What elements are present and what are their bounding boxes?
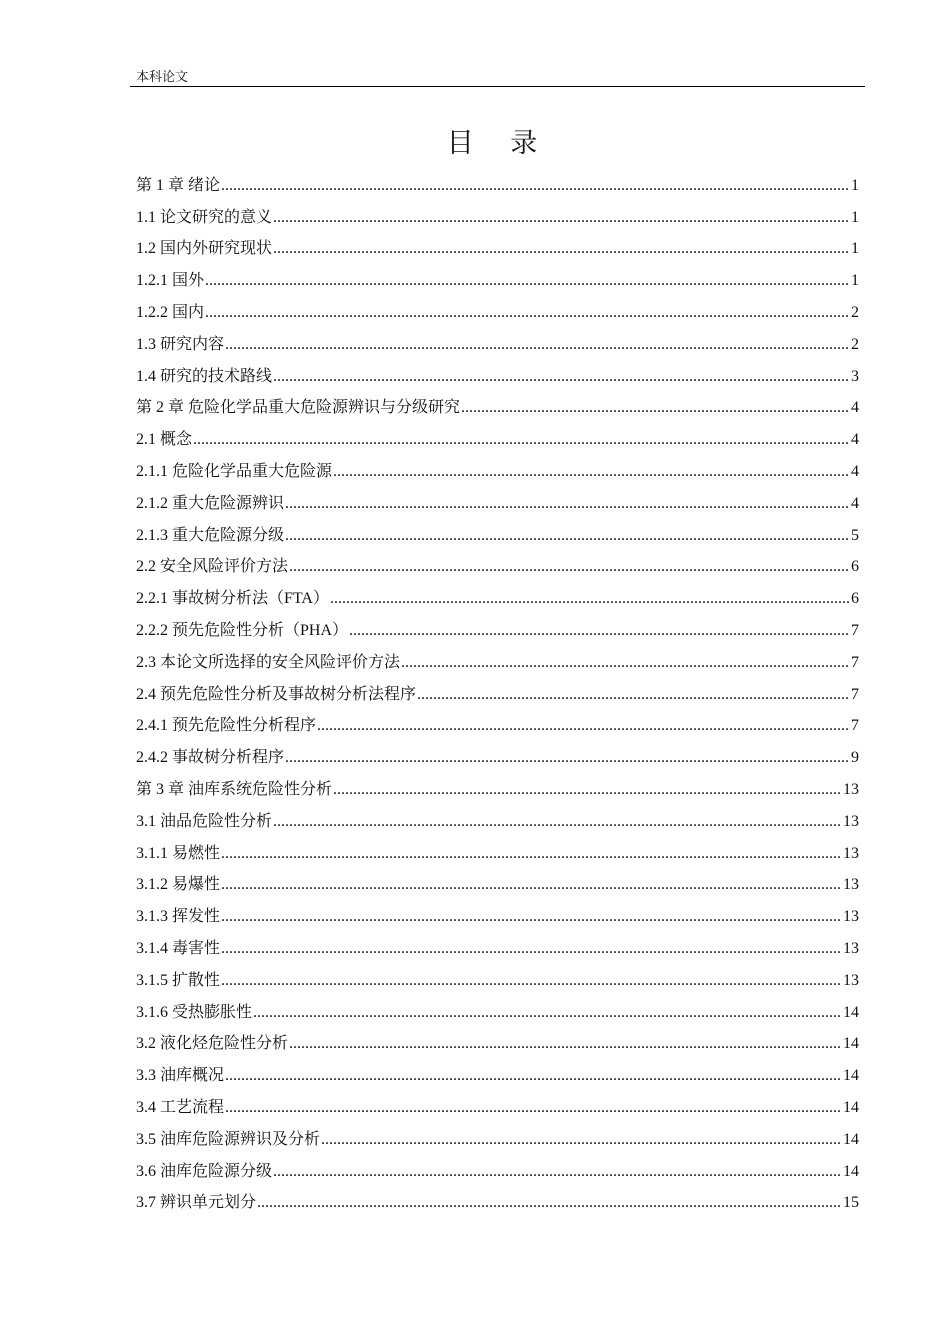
toc-entry-page: 4: [851, 431, 859, 449]
toc-entry-page: 13: [843, 780, 859, 798]
toc-leader-dots: [221, 875, 842, 895]
toc-entry-label: 3.7 辨识单元划分: [136, 1194, 257, 1212]
toc-entry-label: 2.4.2 事故树分析程序: [136, 749, 285, 767]
toc-entry-page: 13: [843, 939, 859, 957]
toc-entry-label: 3.1.1 易燃性: [136, 844, 221, 862]
toc-leader-dots: [417, 685, 850, 705]
toc-leader-dots: [221, 971, 842, 991]
toc-entry[interactable]: [136, 673, 859, 705]
toc-leader-dots: [349, 621, 850, 641]
toc-entry[interactable]: [136, 736, 859, 768]
toc-entry-page: 7: [851, 717, 859, 735]
toc-entry-label: 第 2 章 危险化学品重大危险源辨识与分级研究: [136, 399, 461, 417]
toc-leader-dots: [317, 716, 850, 736]
toc-entry-page: 1: [851, 272, 859, 290]
toc-entry-page: 15: [843, 1194, 859, 1212]
toc-entry[interactable]: [136, 291, 859, 323]
toc-entry-page: 14: [843, 1067, 859, 1085]
toc-leader-dots: [253, 1003, 842, 1023]
toc-entry-page: 13: [843, 876, 859, 894]
toc-leader-dots: [330, 589, 850, 609]
toc-entry[interactable]: [136, 832, 859, 864]
toc-entry-label: 1.2.1 国外: [136, 272, 205, 290]
toc-entry[interactable]: [136, 1086, 859, 1118]
toc-entry[interactable]: [136, 418, 859, 450]
toc-entry[interactable]: [136, 959, 859, 991]
header-text: 本科论文: [136, 69, 189, 84]
toc-leader-dots: [289, 1034, 842, 1054]
toc-leader-dots: [225, 1066, 842, 1086]
toc-entry-label: 第 3 章 油库系统危险性分析: [136, 780, 333, 798]
toc-entry[interactable]: [136, 387, 859, 419]
toc-leader-dots: [273, 367, 850, 387]
toc-entry[interactable]: [136, 577, 859, 609]
toc-entry[interactable]: [136, 546, 859, 578]
toc-leader-dots: [273, 208, 850, 228]
toc-leader-dots: [221, 939, 842, 959]
toc-entry-page: 14: [843, 1130, 859, 1148]
toc-entry-label: 2.4 预先危险性分析及事故树分析法程序: [136, 685, 417, 703]
toc-entry-label: 1.3 研究内容: [136, 335, 225, 353]
toc-entry[interactable]: [136, 991, 859, 1023]
toc-entry-page: 7: [851, 621, 859, 639]
toc-entry[interactable]: [136, 1023, 859, 1055]
toc-entry[interactable]: [136, 1054, 859, 1086]
toc-entry-page: 14: [843, 1035, 859, 1053]
toc-leader-dots: [205, 303, 850, 323]
toc-entry[interactable]: [136, 1150, 859, 1182]
toc-entry-page: 13: [843, 812, 859, 830]
toc-entry[interactable]: [136, 323, 859, 355]
toc-entry-label: 3.1.4 毒害性: [136, 939, 221, 957]
toc-leader-dots: [273, 239, 850, 259]
toc-leader-dots: [333, 462, 850, 482]
toc-leader-dots: [461, 398, 850, 418]
toc-entry[interactable]: [136, 1118, 859, 1150]
toc-entry-page: 2: [851, 335, 859, 353]
toc-entry-page: 4: [851, 462, 859, 480]
toc-entry-label: 3.1.3 挥发性: [136, 908, 221, 926]
toc-leader-dots: [221, 844, 842, 864]
toc-leader-dots: [321, 1130, 842, 1150]
toc-entry-label: 3.3 油库概况: [136, 1067, 225, 1085]
toc-entry[interactable]: [136, 927, 859, 959]
toc-entry-page: 1: [851, 208, 859, 226]
toc-entry-label: 2.2.2 预先危险性分析（PHA）: [136, 621, 349, 639]
toc-leader-dots: [285, 748, 850, 768]
toc-entry-page: 4: [851, 494, 859, 512]
toc-leader-dots: [257, 1193, 842, 1213]
toc-entry-label: 第 1 章 绪论: [136, 176, 221, 194]
toc-entry-label: 1.2 国内外研究现状: [136, 240, 273, 258]
toc-leader-dots: [273, 812, 842, 832]
toc-entry-label: 2.3 本论文所选择的安全风险评价方法: [136, 653, 401, 671]
toc-entry[interactable]: [136, 355, 859, 387]
toc-entry-label: 3.1.6 受热膨胀性: [136, 1003, 253, 1021]
toc-entry-label: 2.4.1 预先危险性分析程序: [136, 717, 317, 735]
toc-entry-label: 2.1.2 重大危险源辨识: [136, 494, 285, 512]
toc-entry-page: 6: [851, 590, 859, 608]
toc-entry-page: 9: [851, 749, 859, 767]
toc-leader-dots: [401, 653, 850, 673]
toc-entry-page: 13: [843, 908, 859, 926]
toc-entry-label: 3.6 油库危险源分级: [136, 1162, 273, 1180]
toc-entry-label: 3.1 油品危险性分析: [136, 812, 273, 830]
toc-leader-dots: [273, 1162, 842, 1182]
toc-leader-dots: [285, 494, 850, 514]
toc-entry-page: 4: [851, 399, 859, 417]
toc-entry[interactable]: [136, 768, 859, 800]
toc-entry[interactable]: [136, 641, 859, 673]
toc-title: 目 录: [446, 128, 552, 159]
toc-entry[interactable]: [136, 196, 859, 228]
toc-entry-page: 14: [843, 1098, 859, 1116]
toc-entry-page: 1: [851, 176, 859, 194]
toc-leader-dots: [205, 271, 850, 291]
toc-entry[interactable]: [136, 259, 859, 291]
toc-entry-page: 7: [851, 653, 859, 671]
toc-entry-page: 14: [843, 1162, 859, 1180]
table-of-contents: [136, 164, 859, 1213]
toc-entry-page: 7: [851, 685, 859, 703]
toc-entry-label: 2.1 概念: [136, 431, 193, 449]
toc-entry-page: 14: [843, 1003, 859, 1021]
toc-entry-page: 5: [851, 526, 859, 544]
toc-entry[interactable]: [136, 228, 859, 260]
toc-entry-label: 2.1.3 重大危险源分级: [136, 526, 285, 544]
toc-leader-dots: [285, 526, 850, 546]
toc-entry[interactable]: [136, 164, 859, 196]
toc-entry-page: 13: [843, 971, 859, 989]
toc-entry[interactable]: [136, 450, 859, 482]
toc-entry-page: 13: [843, 844, 859, 862]
toc-entry-label: 2.1.1 危险化学品重大危险源: [136, 462, 333, 480]
toc-leader-dots: [221, 907, 842, 927]
toc-leader-dots: [221, 176, 850, 196]
toc-entry-label: 2.2 安全风险评价方法: [136, 558, 289, 576]
toc-entry-label: 3.1.5 扩散性: [136, 971, 221, 989]
toc-entry[interactable]: [136, 864, 859, 896]
toc-leader-dots: [289, 557, 850, 577]
toc-entry-label: 3.4 工艺流程: [136, 1098, 225, 1116]
toc-entry-label: 2.2.1 事故树分析法（FTA）: [136, 590, 329, 608]
toc-entry[interactable]: [136, 800, 859, 832]
toc-entry[interactable]: [136, 482, 859, 514]
toc-entry-label: 3.1.2 易爆性: [136, 876, 221, 894]
toc-entry-label: 1.2.2 国内: [136, 303, 205, 321]
page-header: [130, 66, 865, 87]
toc-entry-label: 1.4 研究的技术路线: [136, 367, 273, 385]
toc-leader-dots: [225, 1098, 842, 1118]
toc-entry[interactable]: [136, 895, 859, 927]
toc-entry[interactable]: [136, 609, 859, 641]
toc-entry-label: 3.5 油库危险源辨识及分析: [136, 1130, 321, 1148]
toc-entry-page: 6: [851, 558, 859, 576]
toc-leader-dots: [333, 780, 842, 800]
toc-entry-page: 1: [851, 240, 859, 258]
toc-entry[interactable]: [136, 1182, 859, 1214]
toc-entry[interactable]: [136, 705, 859, 737]
toc-entry-page: 2: [851, 303, 859, 321]
toc-leader-dots: [225, 335, 850, 355]
toc-leader-dots: [193, 430, 850, 450]
toc-entry-label: 3.2 液化烃危险性分析: [136, 1035, 289, 1053]
toc-entry-page: 3: [851, 367, 859, 385]
toc-entry[interactable]: [136, 514, 859, 546]
toc-entry-label: 1.1 论文研究的意义: [136, 208, 273, 226]
